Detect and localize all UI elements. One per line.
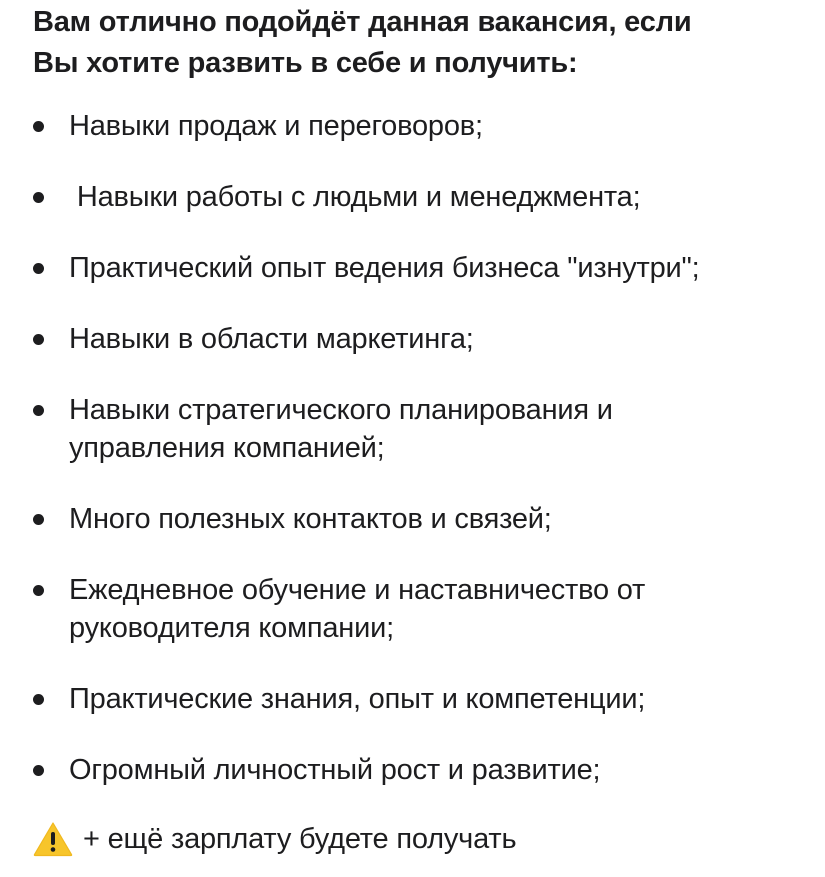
bullet-icon — [33, 405, 44, 416]
bullet-icon — [33, 334, 44, 345]
bullet-icon — [33, 263, 44, 274]
list-item-label: Огромный личностный рост и развитие; — [69, 754, 601, 786]
list-item — [33, 249, 799, 287]
warning-icon — [33, 821, 73, 857]
bullet-icon — [33, 192, 44, 203]
heading-line-1: Вам отлично подойдёт данная вакансия, если — [33, 6, 692, 38]
salary-note — [33, 820, 797, 858]
list-item — [33, 751, 769, 789]
list-item-label: Навыки стратегического планирования и управления компанией; — [69, 394, 613, 464]
list-item — [33, 391, 709, 467]
list-item-label: Навыки работы с людьми и менеджмента; — [69, 181, 641, 213]
list-item — [33, 571, 749, 647]
bullet-icon — [33, 765, 44, 776]
list-item — [33, 178, 769, 216]
list-item-label: Навыки в области маркетинга; — [69, 323, 474, 355]
list-item-label: Практические знания, опыт и компетенции; — [69, 683, 646, 715]
list-item — [33, 500, 769, 538]
list-item — [33, 107, 769, 145]
list-item-label: Ежедневное обучение и наставничество от руководителя компании; — [69, 574, 646, 644]
section-heading — [33, 2, 797, 84]
list-item — [33, 320, 769, 358]
bullet-icon — [33, 694, 44, 705]
list-item-label: Практический опыт ведения бизнеса "изнутри"; — [69, 252, 700, 284]
bullet-icon — [33, 585, 44, 596]
bullet-icon — [33, 514, 44, 525]
heading-line-2: Вы хотите развить в себе и получить: — [33, 47, 578, 79]
salary-note-text: + ещё зарплату будете получать — [83, 823, 517, 855]
benefits-list — [33, 107, 797, 789]
bullet-icon — [33, 121, 44, 132]
list-item-label: Много полезных контактов и связей; — [69, 503, 552, 535]
list-item — [33, 680, 789, 718]
list-item-label: Навыки продаж и переговоров; — [69, 110, 483, 142]
